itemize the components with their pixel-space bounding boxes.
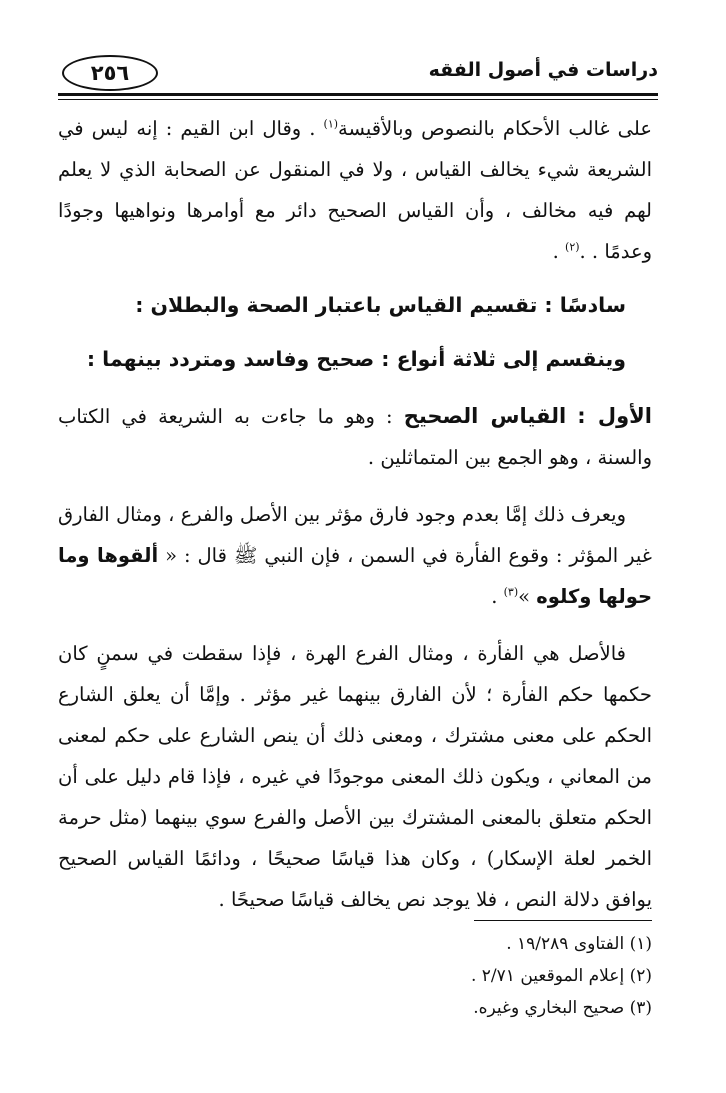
page-header: [58, 50, 658, 96]
subsection-heading: وينقسم إلى ثلاثة أنواع : صحيح وفاسد ومتردد بينهما :: [86, 347, 626, 371]
footnote-ref-2: (٢): [565, 240, 580, 254]
p1-text-c: .: [552, 240, 566, 263]
page-body: [58, 108, 652, 920]
page-number: ٢٥٦: [62, 55, 158, 91]
p2-text: : وهو ما جاءت به الشريعة في الكتاب والسنة ، وهو الجمع بين المتماثلين .: [58, 405, 652, 469]
header-rule-thick: [58, 93, 658, 96]
header-rule-thin: [58, 99, 658, 100]
p1-text-b: . وقال ابن القيم : إنه ليس في الشريعة شيء يخالف القياس ، ولا في المنقول عن الصحابة الذي لا يعلم لهم فيه مخالف ، وأن القياس الصحيح دائر مع أوامرها ونواهيها وجودًا وعدمًا . .: [58, 117, 652, 263]
p1-text-a: على غالب الأحكام بالنصوص وبالأقيسة: [338, 117, 652, 140]
p2-term: القياس الصحيح: [403, 404, 567, 428]
footnotes: [471, 928, 652, 1024]
paragraph-3: [58, 494, 652, 617]
section-heading: سادسًا : تقسيم القياس باعتبار الصحة والبطلان :: [135, 293, 626, 317]
hadith-quote: ألقوها وما حولها وكلوه: [58, 544, 652, 608]
p2-label: الأول :: [577, 404, 653, 428]
footnote-1: (١) الفتاوى ١٩/٢٨٩ .: [506, 934, 652, 954]
paragraph-4: فالأصل هي الفأرة ، ومثال الفرع الهرة ، فإذا سقطت في سمنٍ كان حكمها حكم الفأرة ؛ لأن الفارق بينهما غير مؤثر . وإمَّا أن يعلق الشارع الحكم على معنى مشترك ، ومعنى ذلك أن ينص الشارع على حكم لمعنى من المعاني ، ويكون ذلك المعنى موجودًا في غيره ، فإذا قام دليل على أن الحكم متعلق بالمعنى المشترك بين الأصل والفرع سوي بينهما (مثل حرمة الخمر لعلة الإسكار) ، وكان هذا قياسًا صحيحًا ، ودائمًا القياس الصحيح يوافق دلالة النص ، فلا يوجد نص يخالف قياسًا صحيحًا .: [58, 642, 652, 911]
footnote-ref-1: (١): [323, 117, 339, 131]
book-title: دراسات في أصول الفقه: [428, 59, 658, 81]
p3-text: ويعرف ذلك إمَّا بعدم وجود فارق مؤثر بين الأصل والفرع ، ومثال الفارق غير المؤثر : وقوع الفأرة في السمن ، فإن النبي ﷺ قال : «: [58, 503, 652, 567]
footnote-3: (٣) صحيح البخاري وغيره.: [473, 998, 652, 1018]
footnote-ref-3: (٣): [503, 585, 519, 599]
p3-close: »: [518, 585, 537, 608]
p3-end: .: [491, 585, 504, 608]
paragraph-1: [58, 108, 652, 272]
footnote-separator: [474, 920, 652, 921]
paragraph-2: [58, 396, 652, 478]
footnote-2: (٢) إعلام الموقعين ٢/٧١ .: [470, 966, 652, 986]
